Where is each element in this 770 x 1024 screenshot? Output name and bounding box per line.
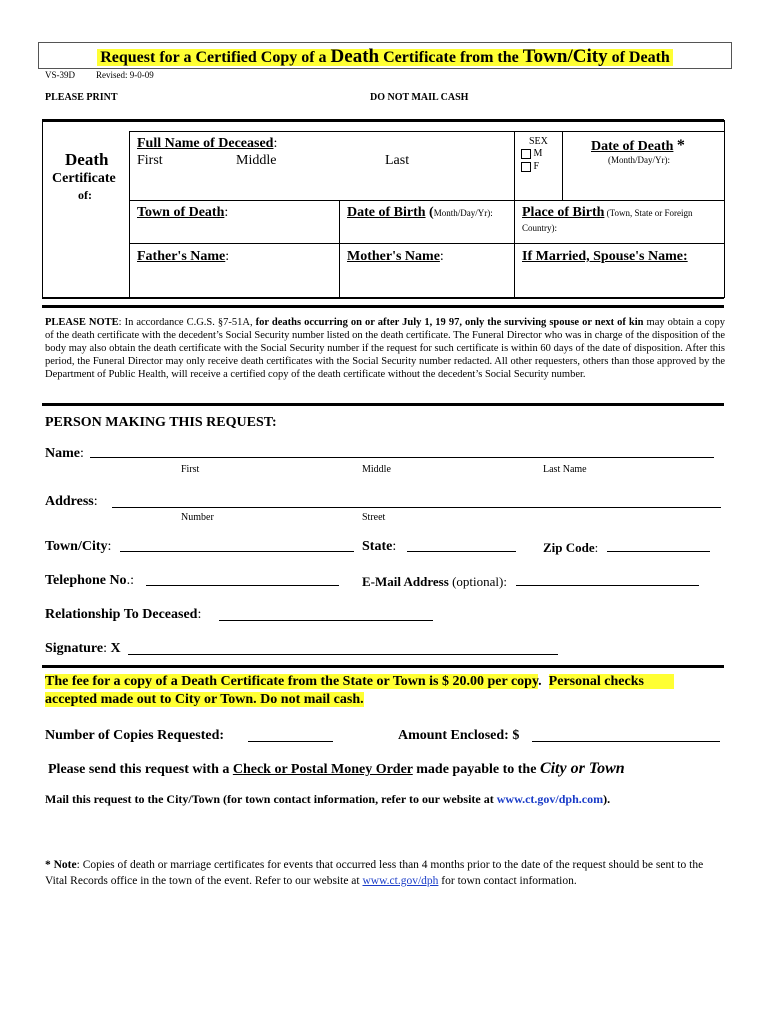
mail-instructions: [45, 792, 610, 807]
address-label-text: Address: [45, 494, 94, 509]
death-label: Death: [65, 150, 109, 169]
full-name-label: [137, 136, 277, 152]
please-note-paragraph: [45, 316, 725, 381]
form-title: [38, 42, 732, 69]
name-middle-hint: Middle: [362, 464, 391, 475]
relationship-text: Relationship To Deceased: [45, 607, 198, 622]
first-label: First: [137, 153, 163, 168]
fee-line-1: The fee for a copy of a Death Certificate from the State or Town is $ 20.00 per copy: [45, 674, 539, 689]
amount-label: Amount Enclosed: $: [398, 728, 520, 743]
town-city-colon: :: [107, 539, 112, 554]
email-label: [362, 574, 507, 590]
copies-input[interactable]: [248, 741, 333, 742]
copies-label: Number of Copies Requested:: [45, 728, 225, 743]
footnote-end: for town contact information.: [438, 875, 577, 887]
town-city-input[interactable]: [120, 551, 354, 552]
email-input[interactable]: [516, 585, 699, 586]
send-mid: made payable to the: [412, 762, 540, 777]
col-divider-4: [562, 131, 563, 201]
footnote-link[interactable]: www.ct.gov/dph: [362, 875, 439, 887]
title-death: Death: [330, 46, 380, 67]
fee-line-1b: Personal checks: [549, 674, 674, 689]
form-code: VS-39D: [45, 70, 76, 80]
sex-m-checkbox[interactable]: [521, 149, 531, 159]
date-of-death-format: (Month/Day/Yr):: [608, 155, 670, 165]
relationship-colon: :: [197, 607, 202, 622]
row-rule-top: [129, 131, 724, 132]
zip-label: [543, 540, 598, 556]
box-left-border: [42, 120, 43, 298]
fee-line-2: accepted made out to City or Town. Do not mail cash.: [45, 692, 364, 707]
note-bold-2: , only the surviving spouse or next of kin: [459, 317, 644, 328]
sex-m-text: M: [533, 148, 543, 159]
date-of-death-text: Date of Death: [591, 139, 674, 154]
address-number-hint: Number: [181, 512, 214, 523]
name-label-colon: :: [80, 446, 84, 461]
fee-notice: [45, 673, 674, 709]
father-name-label: [137, 249, 229, 265]
name-input[interactable]: [90, 457, 714, 458]
footnote: [45, 857, 725, 889]
state-text: State: [362, 539, 393, 554]
footnote-star: *: [45, 859, 54, 871]
sex-m-option[interactable]: [521, 148, 542, 159]
title-prefix: Request for a Certified Copy of a: [100, 49, 331, 66]
full-name-colon: :: [273, 136, 278, 151]
address-input[interactable]: [112, 507, 721, 508]
sex-f-option[interactable]: [521, 161, 539, 172]
certificate-label: Certificate: [52, 171, 116, 186]
col-divider-1: [129, 131, 130, 297]
full-name-text: Full Name of Deceased: [137, 136, 274, 151]
title-highlight: [97, 46, 673, 67]
dob-paren: (: [425, 205, 434, 220]
father-name-text: Father's Name: [137, 249, 226, 264]
town-of-death-label: [137, 205, 228, 221]
name-last-hint: Last Name: [543, 464, 587, 475]
address-label: [45, 494, 98, 510]
note-bold-1: for deaths occurring on or after July 1, 19 97: [255, 317, 460, 328]
please-print: PLEASE PRINT: [45, 92, 118, 103]
place-of-birth-format-2: Country):: [522, 223, 557, 233]
note-rest: may obtain a copy of the death certificate with the decedent’s Social Security number listed on the death certificate. The Funeral Director who was in charge of the disposition of the body may also obtain the death certificate with the Social Security number if the request for such certificate is within 60 days of the date of disposition. After this period, the Funeral Director may only receive death certificates with the Social Security number redacted. All other requesters, others than those approved by the Department of Public Health, will receive a certified copy of the death certificate without the decedent’s Social Security number.: [45, 317, 725, 380]
fee-line-1-dot: .: [538, 674, 542, 689]
note-top-rule: [42, 305, 724, 308]
telephone-text: Telephone No: [45, 573, 127, 588]
dob-format: Month/Day/Yr):: [433, 208, 493, 218]
row-rule-1: [129, 200, 724, 201]
name-first-hint: First: [181, 464, 200, 475]
email-text: E-Mail Address: [362, 574, 449, 589]
name-label-text: Name: [45, 446, 80, 461]
telephone-label: [45, 573, 134, 589]
telephone-colon: .:: [126, 573, 134, 588]
send-check: Check or Postal Money Order: [232, 762, 413, 777]
zip-colon: :: [594, 540, 599, 555]
sex-f-text: F: [533, 161, 540, 172]
title-towncity: Town/City: [522, 46, 608, 67]
state-input[interactable]: [407, 551, 516, 552]
place-of-birth-label: [522, 205, 693, 221]
address-street-hint: Street: [362, 512, 386, 523]
revised-date: Revised: 9-0-09: [96, 70, 154, 80]
last-label: Last: [385, 153, 410, 168]
footnote-note-label: Note: [53, 859, 77, 871]
signature-label: [45, 641, 121, 657]
signature-x: X: [110, 641, 121, 656]
town-city-label: [45, 539, 111, 555]
title-mid: Certificate from the: [379, 49, 523, 66]
signature-colon: :: [103, 641, 107, 656]
box-right-border: [724, 120, 725, 298]
zip-input[interactable]: [607, 551, 710, 552]
do-not-mail-cash: DO NOT MAIL CASH: [370, 92, 469, 103]
sex-f-checkbox[interactable]: [521, 162, 531, 172]
send-request-text: [48, 760, 625, 778]
address-label-colon: :: [93, 494, 98, 509]
date-of-death-label: [591, 137, 685, 155]
spouse-name-label: If Married, Spouse's Name:: [522, 249, 688, 264]
requester-heading: PERSON MAKING THIS REQUEST:: [45, 415, 277, 430]
mother-name-colon: :: [439, 249, 444, 264]
title-suffix: of Death: [607, 49, 670, 66]
requester-top-rule: [42, 403, 724, 406]
relationship-label: [45, 607, 201, 623]
town-city-text: Town/City: [45, 539, 108, 554]
fee-top-rule: [42, 665, 724, 668]
mail-text: Mail this request to the City/Town (for town contact information, refer to our website at: [45, 792, 497, 806]
amount-input[interactable]: [532, 741, 720, 742]
col-divider-3: [514, 131, 515, 297]
middle-label: Middle: [236, 153, 277, 168]
send-prefix: Please send this request with a: [48, 762, 233, 777]
footnote-text: : Copies of death or marriage certificates for events that occurred less than 4 months prior to the date of the request should be sent to the Vital Records office in the town of the event. Refer to our website at: [45, 859, 704, 887]
dob-label: [347, 205, 493, 221]
sex-label: SEX: [529, 136, 548, 147]
place-of-birth-text: Place of Birth: [522, 205, 605, 220]
mother-name-text: Mother's Name: [347, 249, 440, 264]
zip-text: Zip Code: [543, 540, 595, 555]
top-rule: [42, 119, 724, 122]
of-label: of:: [78, 188, 92, 202]
town-of-death-text: Town of Death: [137, 205, 225, 220]
relationship-input[interactable]: [219, 620, 433, 621]
note-intro: : In accordance C.G.S. §7-51A,: [118, 317, 256, 328]
town-of-death-colon: :: [224, 205, 229, 220]
box-bottom-rule: [42, 297, 724, 299]
signature-input[interactable]: [128, 654, 558, 655]
name-label: [45, 446, 84, 462]
telephone-input[interactable]: [146, 585, 339, 586]
email-optional: (optional):: [448, 574, 507, 589]
mail-end: ).: [603, 792, 611, 806]
please-note-label: PLEASE NOTE: [45, 317, 119, 328]
row-rule-2: [129, 243, 724, 244]
col-divider-2: [339, 200, 340, 297]
state-label: [362, 539, 396, 555]
signature-text: Signature: [45, 641, 104, 656]
mother-name-label: [347, 249, 444, 265]
send-city: City or Town: [539, 760, 625, 777]
state-colon: :: [392, 539, 397, 554]
father-name-colon: :: [225, 249, 230, 264]
place-of-birth-format: (Town, State or Foreign: [604, 208, 693, 218]
dob-text: Date of Birth: [347, 205, 426, 220]
date-of-death-star: *: [676, 137, 685, 154]
mail-link[interactable]: www.ct.gov/dph.com: [496, 792, 604, 806]
